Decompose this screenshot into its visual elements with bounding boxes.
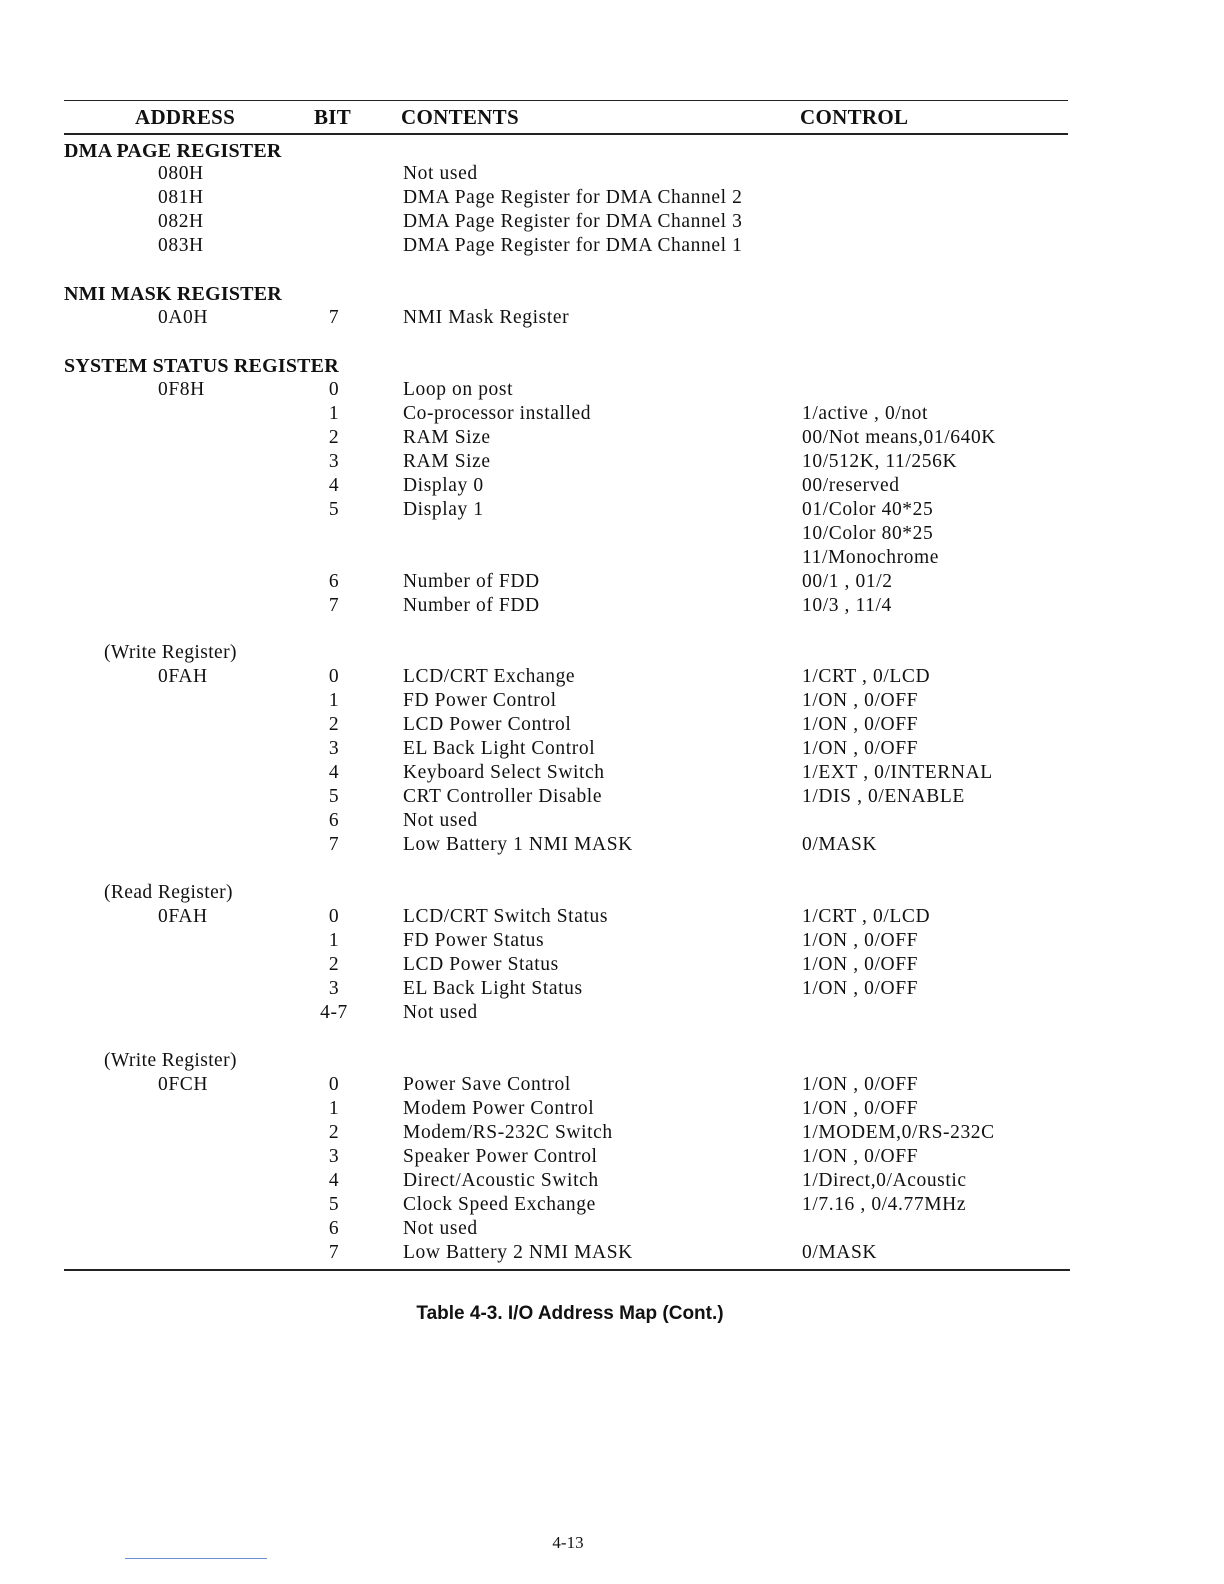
cell-contents: Number of FDD xyxy=(403,571,540,592)
cell-bit: 6 xyxy=(328,571,340,592)
cell-contents: FD Power Control xyxy=(403,690,557,711)
table-row xyxy=(0,187,1224,211)
cell-bit: 4 xyxy=(328,475,340,496)
cell-control: 01/Color 40*25 xyxy=(802,499,934,520)
table-row xyxy=(0,499,1224,523)
cell-control: 1/CRT , 0/LCD xyxy=(802,906,931,927)
cell-bit: 3 xyxy=(328,978,340,999)
cell-control: 00/Not means,01/640K xyxy=(802,427,996,448)
sublabel-write-register: (Write Register) xyxy=(104,642,237,663)
cell-address: 0FAH xyxy=(158,906,208,927)
cell-contents: Clock Speed Exchange xyxy=(403,1194,596,1215)
table-row xyxy=(0,906,1224,930)
cell-bit: 4 xyxy=(328,762,340,783)
cell-control: 10/3 , 11/4 xyxy=(802,595,892,616)
table-row xyxy=(0,1194,1224,1218)
cell-contents: EL Back Light Status xyxy=(403,978,583,999)
cell-bit: 2 xyxy=(328,714,340,735)
cell-bit: 7 xyxy=(328,834,340,855)
header-contents: CONTENTS xyxy=(401,105,519,129)
cell-bit: 5 xyxy=(328,786,340,807)
cell-control: 1/DIS , 0/ENABLE xyxy=(802,786,965,807)
table-row xyxy=(0,762,1224,786)
cell-control: 00/1 , 01/2 xyxy=(802,571,893,592)
sublabel-read-register: (Read Register) xyxy=(104,882,233,903)
table-row xyxy=(0,954,1224,978)
cell-control: 10/512K, 11/256K xyxy=(802,451,958,472)
table-row xyxy=(0,379,1224,403)
sublabel-write-register-2: (Write Register) xyxy=(104,1050,237,1071)
table-row xyxy=(0,163,1224,187)
cell-bit: 3 xyxy=(328,738,340,759)
cell-contents: DMA Page Register for DMA Channel 1 xyxy=(403,235,743,256)
table-row xyxy=(0,738,1224,762)
table-row xyxy=(0,1122,1224,1146)
cell-control: 1/CRT , 0/LCD xyxy=(802,666,931,687)
cell-address: 0FAH xyxy=(158,666,208,687)
cell-control: 1/ON , 0/OFF xyxy=(802,714,919,735)
table-row xyxy=(0,1170,1224,1194)
cell-contents: Keyboard Select Switch xyxy=(403,762,605,783)
cell-control: 1/ON , 0/OFF xyxy=(802,1146,919,1167)
table-top-rule xyxy=(64,100,1068,101)
table-row xyxy=(0,595,1224,619)
cell-control: 1/ON , 0/OFF xyxy=(802,954,919,975)
cell-contents: FD Power Status xyxy=(403,930,545,951)
cell-bit: 1 xyxy=(328,403,340,424)
table-row xyxy=(0,235,1224,259)
header-control: CONTROL xyxy=(800,105,909,129)
cell-bit: 4 xyxy=(328,1170,340,1191)
cell-bit: 7 xyxy=(328,595,340,616)
cell-control: 1/MODEM,0/RS-232C xyxy=(802,1122,995,1143)
table-row xyxy=(0,1098,1224,1122)
cell-bit: 0 xyxy=(328,666,340,687)
cell-control: 1/ON , 0/OFF xyxy=(802,1074,919,1095)
table-caption: Table 4-3. I/O Address Map (Cont.) xyxy=(416,1303,724,1324)
cell-contents: Not used xyxy=(403,163,478,184)
table-row xyxy=(0,475,1224,499)
cell-control: 00/reserved xyxy=(802,475,900,496)
cell-bit: 2 xyxy=(328,427,340,448)
cell-control: 0/MASK xyxy=(802,1242,878,1263)
footer-rule xyxy=(125,1558,267,1559)
cell-contents: CRT Controller Disable xyxy=(403,786,603,807)
cell-contents: EL Back Light Control xyxy=(403,738,596,759)
cell-bit: 4-7 xyxy=(320,1002,348,1023)
cell-address: 083H xyxy=(158,235,204,256)
cell-control: 1/Direct,0/Acoustic xyxy=(802,1170,967,1191)
table-row xyxy=(0,451,1224,475)
cell-bit: 0 xyxy=(328,906,340,927)
cell-contents: LCD/CRT Switch Status xyxy=(403,906,609,927)
cell-bit: 3 xyxy=(328,451,340,472)
table-row xyxy=(0,690,1224,714)
cell-bit: 1 xyxy=(328,690,340,711)
cell-address: 0F8H xyxy=(158,379,205,400)
section-nmi-mask-register: NMI MASK REGISTER xyxy=(64,283,282,305)
cell-control: 1/active , 0/not xyxy=(802,403,929,424)
cell-bit: 5 xyxy=(328,1194,340,1215)
cell-contents: Modem Power Control xyxy=(403,1098,595,1119)
cell-contents: DMA Page Register for DMA Channel 3 xyxy=(403,211,743,232)
cell-contents: Power Save Control xyxy=(403,1074,571,1095)
cell-address: 082H xyxy=(158,211,204,232)
table-row xyxy=(0,1146,1224,1170)
cell-address: 0A0H xyxy=(158,307,209,328)
cell-bit: 2 xyxy=(328,954,340,975)
page-number: 4-13 xyxy=(552,1533,584,1552)
table-row xyxy=(0,1242,1224,1266)
section-dma-page-register: DMA PAGE REGISTER xyxy=(64,140,282,162)
cell-address: 081H xyxy=(158,187,204,208)
cell-contents: NMI Mask Register xyxy=(403,307,570,328)
cell-bit: 0 xyxy=(328,379,340,400)
table-row xyxy=(0,211,1224,235)
table-row xyxy=(0,786,1224,810)
cell-contents: Low Battery 2 NMI MASK xyxy=(403,1242,633,1263)
cell-bit: 3 xyxy=(328,1146,340,1167)
header-bit: BIT xyxy=(314,105,352,129)
table-row xyxy=(0,834,1224,858)
table-row xyxy=(0,978,1224,1002)
cell-bit: 5 xyxy=(328,499,340,520)
cell-bit: 1 xyxy=(328,930,340,951)
table-row xyxy=(0,307,1224,331)
cell-bit: 7 xyxy=(328,1242,340,1263)
cell-contents: RAM Size xyxy=(403,451,491,472)
cell-control: 1/ON , 0/OFF xyxy=(802,930,919,951)
cell-address: 080H xyxy=(158,163,204,184)
cell-contents: Speaker Power Control xyxy=(403,1146,598,1167)
cell-control: 11/Monochrome xyxy=(802,547,940,568)
table-row xyxy=(0,1218,1224,1242)
cell-control: 0/MASK xyxy=(802,834,878,855)
table-row xyxy=(0,403,1224,427)
cell-control: 1/EXT , 0/INTERNAL xyxy=(802,762,993,783)
cell-bit: 1 xyxy=(328,1098,340,1119)
cell-contents: LCD Power Status xyxy=(403,954,559,975)
table-row xyxy=(0,666,1224,690)
cell-bit: 6 xyxy=(328,1218,340,1239)
cell-control: 1/ON , 0/OFF xyxy=(802,1098,919,1119)
cell-control: 1/7.16 , 0/4.77MHz xyxy=(802,1194,967,1215)
table-row xyxy=(0,1002,1224,1026)
cell-contents: Not used xyxy=(403,810,478,831)
cell-contents: Display 1 xyxy=(403,499,484,520)
header-bottom-rule xyxy=(64,133,1068,135)
table-row xyxy=(0,427,1224,451)
cell-bit: 7 xyxy=(328,307,340,328)
cell-contents: Display 0 xyxy=(403,475,484,496)
cell-bit: 2 xyxy=(328,1122,340,1143)
table-row xyxy=(0,1074,1224,1098)
cell-control: 1/ON , 0/OFF xyxy=(802,738,919,759)
table-row xyxy=(0,930,1224,954)
cell-contents: Loop on post xyxy=(403,379,514,400)
cell-control: 1/ON , 0/OFF xyxy=(802,978,919,999)
cell-contents: Direct/Acoustic Switch xyxy=(403,1170,599,1191)
table-row xyxy=(0,547,1224,571)
cell-contents: Not used xyxy=(403,1218,478,1239)
cell-contents: Co-processor installed xyxy=(403,403,592,424)
table-bottom-rule xyxy=(64,1269,1070,1271)
cell-contents: Number of FDD xyxy=(403,595,540,616)
cell-bit: 6 xyxy=(328,810,340,831)
cell-contents: LCD Power Control xyxy=(403,714,572,735)
cell-contents: RAM Size xyxy=(403,427,491,448)
cell-bit: 0 xyxy=(328,1074,340,1095)
table-row xyxy=(0,810,1224,834)
cell-contents: Modem/RS-232C Switch xyxy=(403,1122,613,1143)
cell-contents: LCD/CRT Exchange xyxy=(403,666,576,687)
table-row xyxy=(0,571,1224,595)
cell-contents: Not used xyxy=(403,1002,478,1023)
cell-contents: DMA Page Register for DMA Channel 2 xyxy=(403,187,743,208)
cell-control: 1/ON , 0/OFF xyxy=(802,690,919,711)
section-system-status-register: SYSTEM STATUS REGISTER xyxy=(64,355,339,377)
cell-address: 0FCH xyxy=(158,1074,209,1095)
cell-contents: Low Battery 1 NMI MASK xyxy=(403,834,633,855)
table-row xyxy=(0,714,1224,738)
header-address: ADDRESS xyxy=(135,105,236,129)
table-row xyxy=(0,523,1224,547)
cell-control: 10/Color 80*25 xyxy=(802,523,934,544)
